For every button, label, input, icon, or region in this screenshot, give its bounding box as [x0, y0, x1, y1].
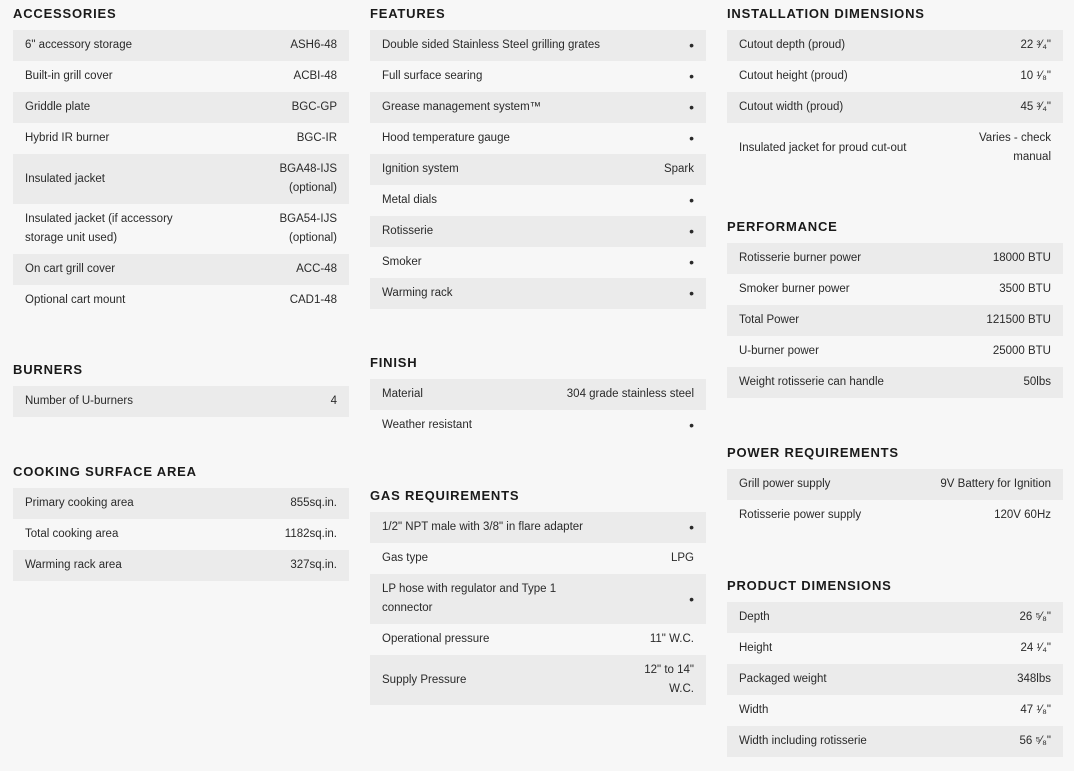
- spec-label: Cutout height (proud): [739, 70, 848, 82]
- spec-value: •: [689, 192, 694, 208]
- spec-label: Insulated jacket for proud cut-out: [739, 141, 907, 154]
- section-gas-requirements: [370, 482, 706, 705]
- spec-value: 348lbs: [1017, 673, 1051, 685]
- spec-value: •: [689, 285, 694, 301]
- spec-value: 47 ¹⁄₈": [1020, 704, 1051, 716]
- spec-value: •: [689, 519, 694, 535]
- spec-value: 9V Battery for Ignition: [940, 478, 1051, 490]
- spec-row: [13, 254, 349, 285]
- spec-row: [370, 154, 706, 185]
- spec-label: Cutout width (proud): [739, 101, 844, 113]
- spec-value: ACC-48: [296, 263, 337, 275]
- spec-label: Height: [739, 642, 773, 654]
- spec-label: U-burner power: [739, 345, 819, 357]
- section-title: INSTALLATION DIMENSIONS: [727, 6, 925, 21]
- spec-table: [370, 512, 706, 705]
- spec-label: Material: [382, 388, 423, 400]
- spec-value: 1182sq.in.: [284, 528, 337, 540]
- section-accessories: [13, 0, 349, 316]
- spec-value: 304 grade stainless steel: [566, 388, 694, 400]
- section-installation-dimensions: [727, 0, 1063, 173]
- spec-value: 25000 BTU: [992, 345, 1051, 357]
- spec-label: Insulated jacket: [25, 172, 105, 185]
- spec-label: Smoker: [382, 256, 422, 268]
- spec-row: [13, 519, 349, 550]
- spec-value: 855sq.in.: [290, 497, 337, 509]
- spec-label: Number of U-burners: [25, 395, 134, 407]
- spec-value: •: [689, 590, 694, 607]
- spec-table: [13, 30, 349, 316]
- spec-label: Total cooking area: [25, 528, 119, 540]
- spec-label: LP hose with regulator and Type 1 connector: [382, 583, 557, 614]
- spec-row: [13, 30, 349, 61]
- spec-value: 45 ³⁄₄": [1020, 101, 1051, 113]
- spec-row: [13, 92, 349, 123]
- spec-label: Gas type: [382, 552, 429, 564]
- spec-row: [727, 664, 1063, 695]
- section-performance: [727, 213, 1063, 398]
- spec-table: [13, 386, 349, 417]
- spec-row: [370, 512, 706, 543]
- spec-row: [13, 285, 349, 316]
- section-title: PERFORMANCE: [727, 219, 838, 234]
- spec-row: [13, 123, 349, 154]
- spec-row: [727, 123, 1063, 173]
- spec-row: [727, 602, 1063, 633]
- spec-label: Insulated jacket (if accessory storage unit used): [25, 213, 173, 244]
- spec-label: Metal dials: [382, 194, 437, 206]
- spec-row: [727, 274, 1063, 305]
- spec-row: [727, 367, 1063, 398]
- spec-value: BGC-IR: [296, 132, 337, 144]
- spec-value: BGA48-IJS (optional): [279, 163, 337, 194]
- spec-label: Hybrid IR burner: [25, 132, 110, 144]
- spec-table: [727, 469, 1063, 531]
- spec-row: [13, 550, 349, 581]
- spec-value: ASH6-48: [290, 39, 337, 51]
- spec-row: [727, 336, 1063, 367]
- section-title: BURNERS: [13, 362, 83, 377]
- spec-label: Primary cooking area: [25, 497, 134, 509]
- spec-table: [13, 488, 349, 581]
- spec-row: [370, 410, 706, 441]
- spec-label: Full surface searing: [382, 70, 483, 82]
- spec-row: [13, 386, 349, 417]
- spec-row: [370, 624, 706, 655]
- section-power-requirements: [727, 439, 1063, 531]
- spec-table: [727, 30, 1063, 173]
- spec-row: [727, 61, 1063, 92]
- spec-row: [727, 500, 1063, 531]
- spec-label: Ignition system: [382, 163, 459, 175]
- spec-value: 11" W.C.: [649, 633, 694, 645]
- spec-value: 18000 BTU: [992, 252, 1051, 264]
- spec-value: 120V 60Hz: [994, 509, 1051, 521]
- spec-row: [727, 469, 1063, 500]
- section-product-dimensions: [727, 572, 1063, 757]
- spec-label: Weight rotisserie can handle: [739, 376, 884, 388]
- spec-label: Rotisserie burner power: [739, 252, 862, 264]
- section-cooking-surface-area: [13, 458, 349, 581]
- spec-value: 121500 BTU: [986, 314, 1051, 326]
- spec-label: Supply Pressure: [382, 673, 467, 686]
- spec-value: BGA54-IJS (optional): [279, 213, 337, 244]
- spec-row: [13, 154, 349, 204]
- spec-label: Packaged weight: [739, 673, 827, 685]
- spec-label: Weather resistant: [382, 419, 472, 431]
- spec-row: [727, 726, 1063, 757]
- spec-row: [370, 61, 706, 92]
- spec-value: LPG: [670, 552, 694, 564]
- section-finish: [370, 349, 706, 441]
- spec-value: 12" to 14" W.C.: [644, 664, 694, 695]
- spec-row: [727, 30, 1063, 61]
- spec-value: Spark: [663, 163, 694, 175]
- spec-row: [370, 185, 706, 216]
- section-title: COOKING SURFACE AREA: [13, 464, 197, 479]
- spec-label: Depth: [739, 611, 770, 623]
- spec-label: Warming rack: [382, 287, 453, 299]
- spec-row: [727, 695, 1063, 726]
- spec-row: [727, 92, 1063, 123]
- spec-label: Cutout depth (proud): [739, 39, 846, 51]
- spec-label: Operational pressure: [382, 633, 490, 645]
- spec-row: [13, 61, 349, 92]
- spec-label: Rotisserie power supply: [739, 509, 862, 521]
- spec-row: [370, 543, 706, 574]
- spec-label: Hood temperature gauge: [382, 132, 510, 144]
- spec-row: [370, 123, 706, 154]
- section-title: FINISH: [370, 355, 418, 370]
- spec-row: [370, 574, 706, 624]
- spec-row: [13, 488, 349, 519]
- spec-value: •: [689, 254, 694, 270]
- spec-row: [727, 305, 1063, 336]
- section-title: POWER REQUIREMENTS: [727, 445, 899, 460]
- spec-value: •: [689, 68, 694, 84]
- spec-row: [370, 247, 706, 278]
- section-title: FEATURES: [370, 6, 446, 21]
- spec-label: Warming rack area: [25, 559, 122, 571]
- spec-label: 1/2" NPT male with 3/8" in flare adapter: [382, 521, 583, 533]
- spec-label: Double sided Stainless Steel grilling grates: [382, 39, 600, 51]
- spec-label: Grease management system™: [382, 101, 542, 113]
- spec-row: [370, 379, 706, 410]
- spec-value: Varies - check manual: [978, 132, 1051, 163]
- spec-row: [370, 30, 706, 61]
- spec-row: [727, 633, 1063, 664]
- spec-table: [727, 243, 1063, 398]
- spec-label: Built-in grill cover: [25, 70, 113, 82]
- spec-value: 4: [330, 395, 337, 407]
- spec-table: [727, 602, 1063, 757]
- spec-label: Griddle plate: [25, 101, 91, 113]
- spec-row: [370, 655, 706, 705]
- spec-row: [727, 243, 1063, 274]
- spec-label: Optional cart mount: [25, 294, 126, 306]
- spec-table: [370, 379, 706, 441]
- spec-label: Smoker burner power: [739, 283, 850, 295]
- spec-label: Rotisserie: [382, 225, 434, 237]
- spec-value: 327sq.in.: [290, 559, 337, 571]
- section-title: GAS REQUIREMENTS: [370, 488, 520, 503]
- section-burners: [13, 356, 349, 417]
- spec-value: CAD1-48: [289, 294, 337, 306]
- spec-value: 22 ³⁄₄": [1020, 39, 1051, 51]
- spec-label: Total Power: [739, 314, 800, 326]
- spec-value: BGC-GP: [291, 101, 337, 113]
- spec-table: [370, 30, 706, 309]
- spec-label: 6" accessory storage: [25, 39, 132, 51]
- spec-value: 50lbs: [1023, 376, 1051, 388]
- spec-value: •: [689, 417, 694, 433]
- section-title: PRODUCT DIMENSIONS: [727, 578, 892, 593]
- spec-value: 26 ⁵⁄₈": [1019, 611, 1051, 623]
- spec-label: Width including rotisserie: [739, 735, 867, 747]
- spec-value: •: [689, 223, 694, 239]
- spec-row: [370, 216, 706, 247]
- spec-row: [370, 92, 706, 123]
- spec-value: 56 ⁵⁄₈": [1019, 735, 1051, 747]
- spec-label: Width: [739, 704, 769, 716]
- spec-value: 24 ¹⁄₄": [1020, 642, 1051, 654]
- spec-value: •: [689, 130, 694, 146]
- spec-value: ACBI-48: [293, 70, 337, 82]
- spec-value: 3500 BTU: [999, 283, 1051, 295]
- spec-value: •: [689, 37, 694, 53]
- spec-row: [370, 278, 706, 309]
- spec-label: On cart grill cover: [25, 263, 116, 275]
- section-features: [370, 0, 706, 309]
- section-title: ACCESSORIES: [13, 6, 117, 21]
- spec-label: Grill power supply: [739, 478, 831, 490]
- spec-value: 10 ¹⁄₈": [1020, 70, 1051, 82]
- spec-value: •: [689, 99, 694, 115]
- spec-row: [13, 204, 349, 254]
